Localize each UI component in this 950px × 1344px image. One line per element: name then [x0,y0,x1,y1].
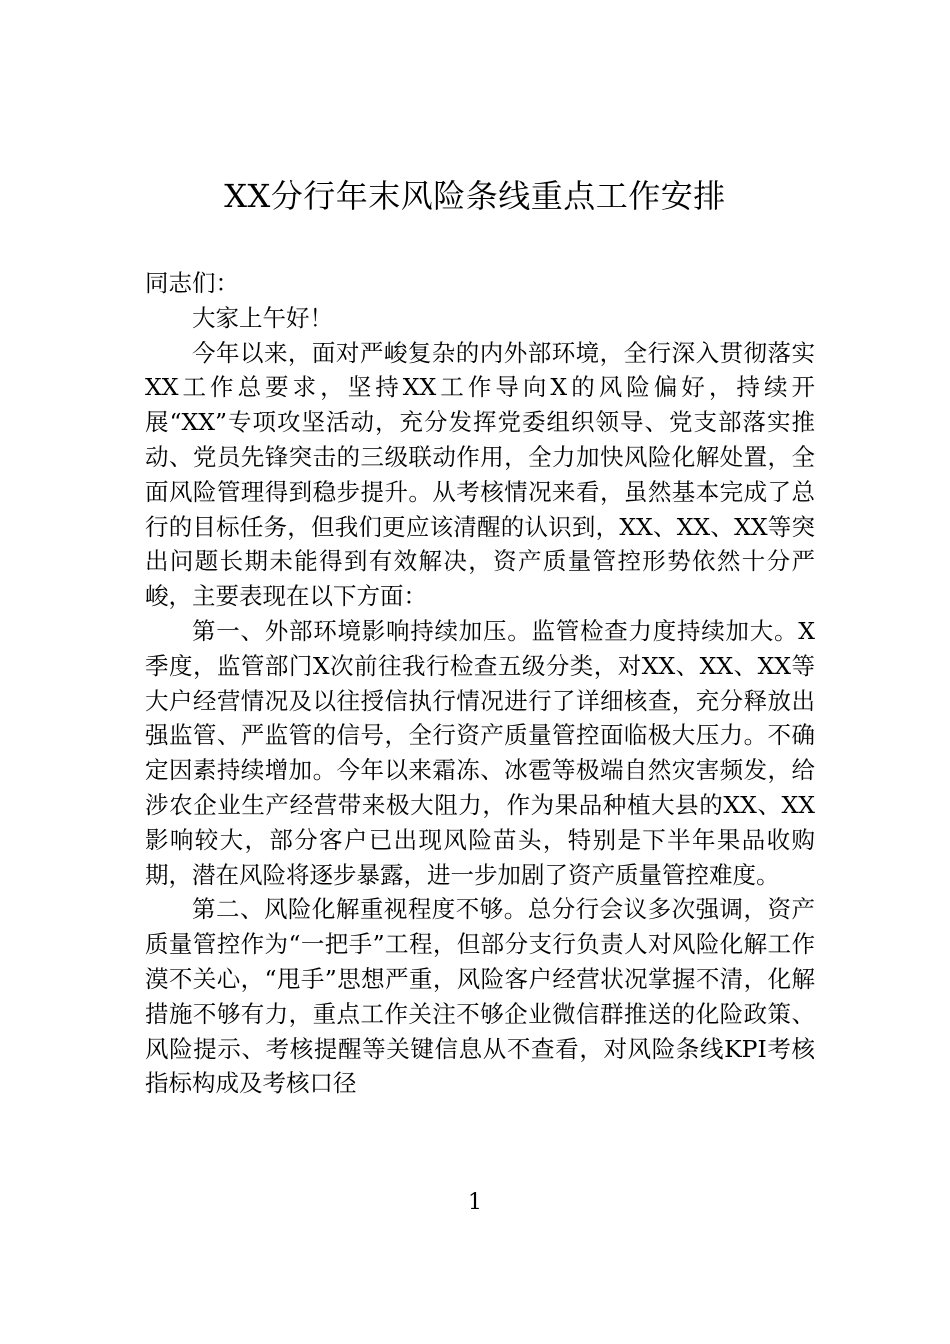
paragraph-intro: 今年以来，面对严峻复杂的内外部环境，全行深入贯彻落实XX工作总要求，坚持XX工作导向X的风险偏好，持续开展“XX”专项攻坚活动，充分发挥党委组织领导、党支部落实推动、党员先锋突击的三级联动作用，全力加快风险化解处置，全面风险管理得到稳步提升。从考核情况来看，虽然基本完成了总行的目标任务，但我们更应该清醒的认识到，XX、XX、XX等突出问题长期未能得到有效解决，资产质量管控形势依然十分严峻，主要表现在以下方面： [145,338,815,611]
document-body [145,266,815,1101]
salutation: 同志们： [145,269,239,297]
page-number: 1 [468,1190,482,1215]
paragraph-first-point: 第一、外部环境影响持续加压。监管检查力度持续加大。X季度，监管部门X次前往我行检查五级分类，对XX、XX、XX等大户经营情况及以往授信执行情况进行了详细核查，充分释放出强监管、严监管的信号，全行资产质量管控面临极大压力。不确定因素持续增加。今年以来霜冻、冰雹等极端自然灾害频发，给涉农企业生产经营带来极大阻力，作为果品种植大县的XX、XX影响较大，部分客户已出现风险苗头，特别是下半年果品收购期，潜在风险将逐步暴露，进一步加剧了资产质量管控难度。 [145,616,815,889]
document-title: XX分行年末风险条线重点工作安排 [224,177,726,215]
paragraph-second-point: 第二、风险化解重视程度不够。总分行会议多次强调，资产质量管控作为“一把手”工程，但部分支行负责人对风险化解工作漠不关心，“甩手”思想严重，风险客户经营状况掌握不清，化解措施不够有力，重点工作关注不够企业微信群推送的化险政策、风险提示、考核提醒等关键信息从不查看，对风险条线KPI考核指标构成及考核口径 [145,895,815,1098]
greeting: 大家上午好！ [192,303,333,332]
